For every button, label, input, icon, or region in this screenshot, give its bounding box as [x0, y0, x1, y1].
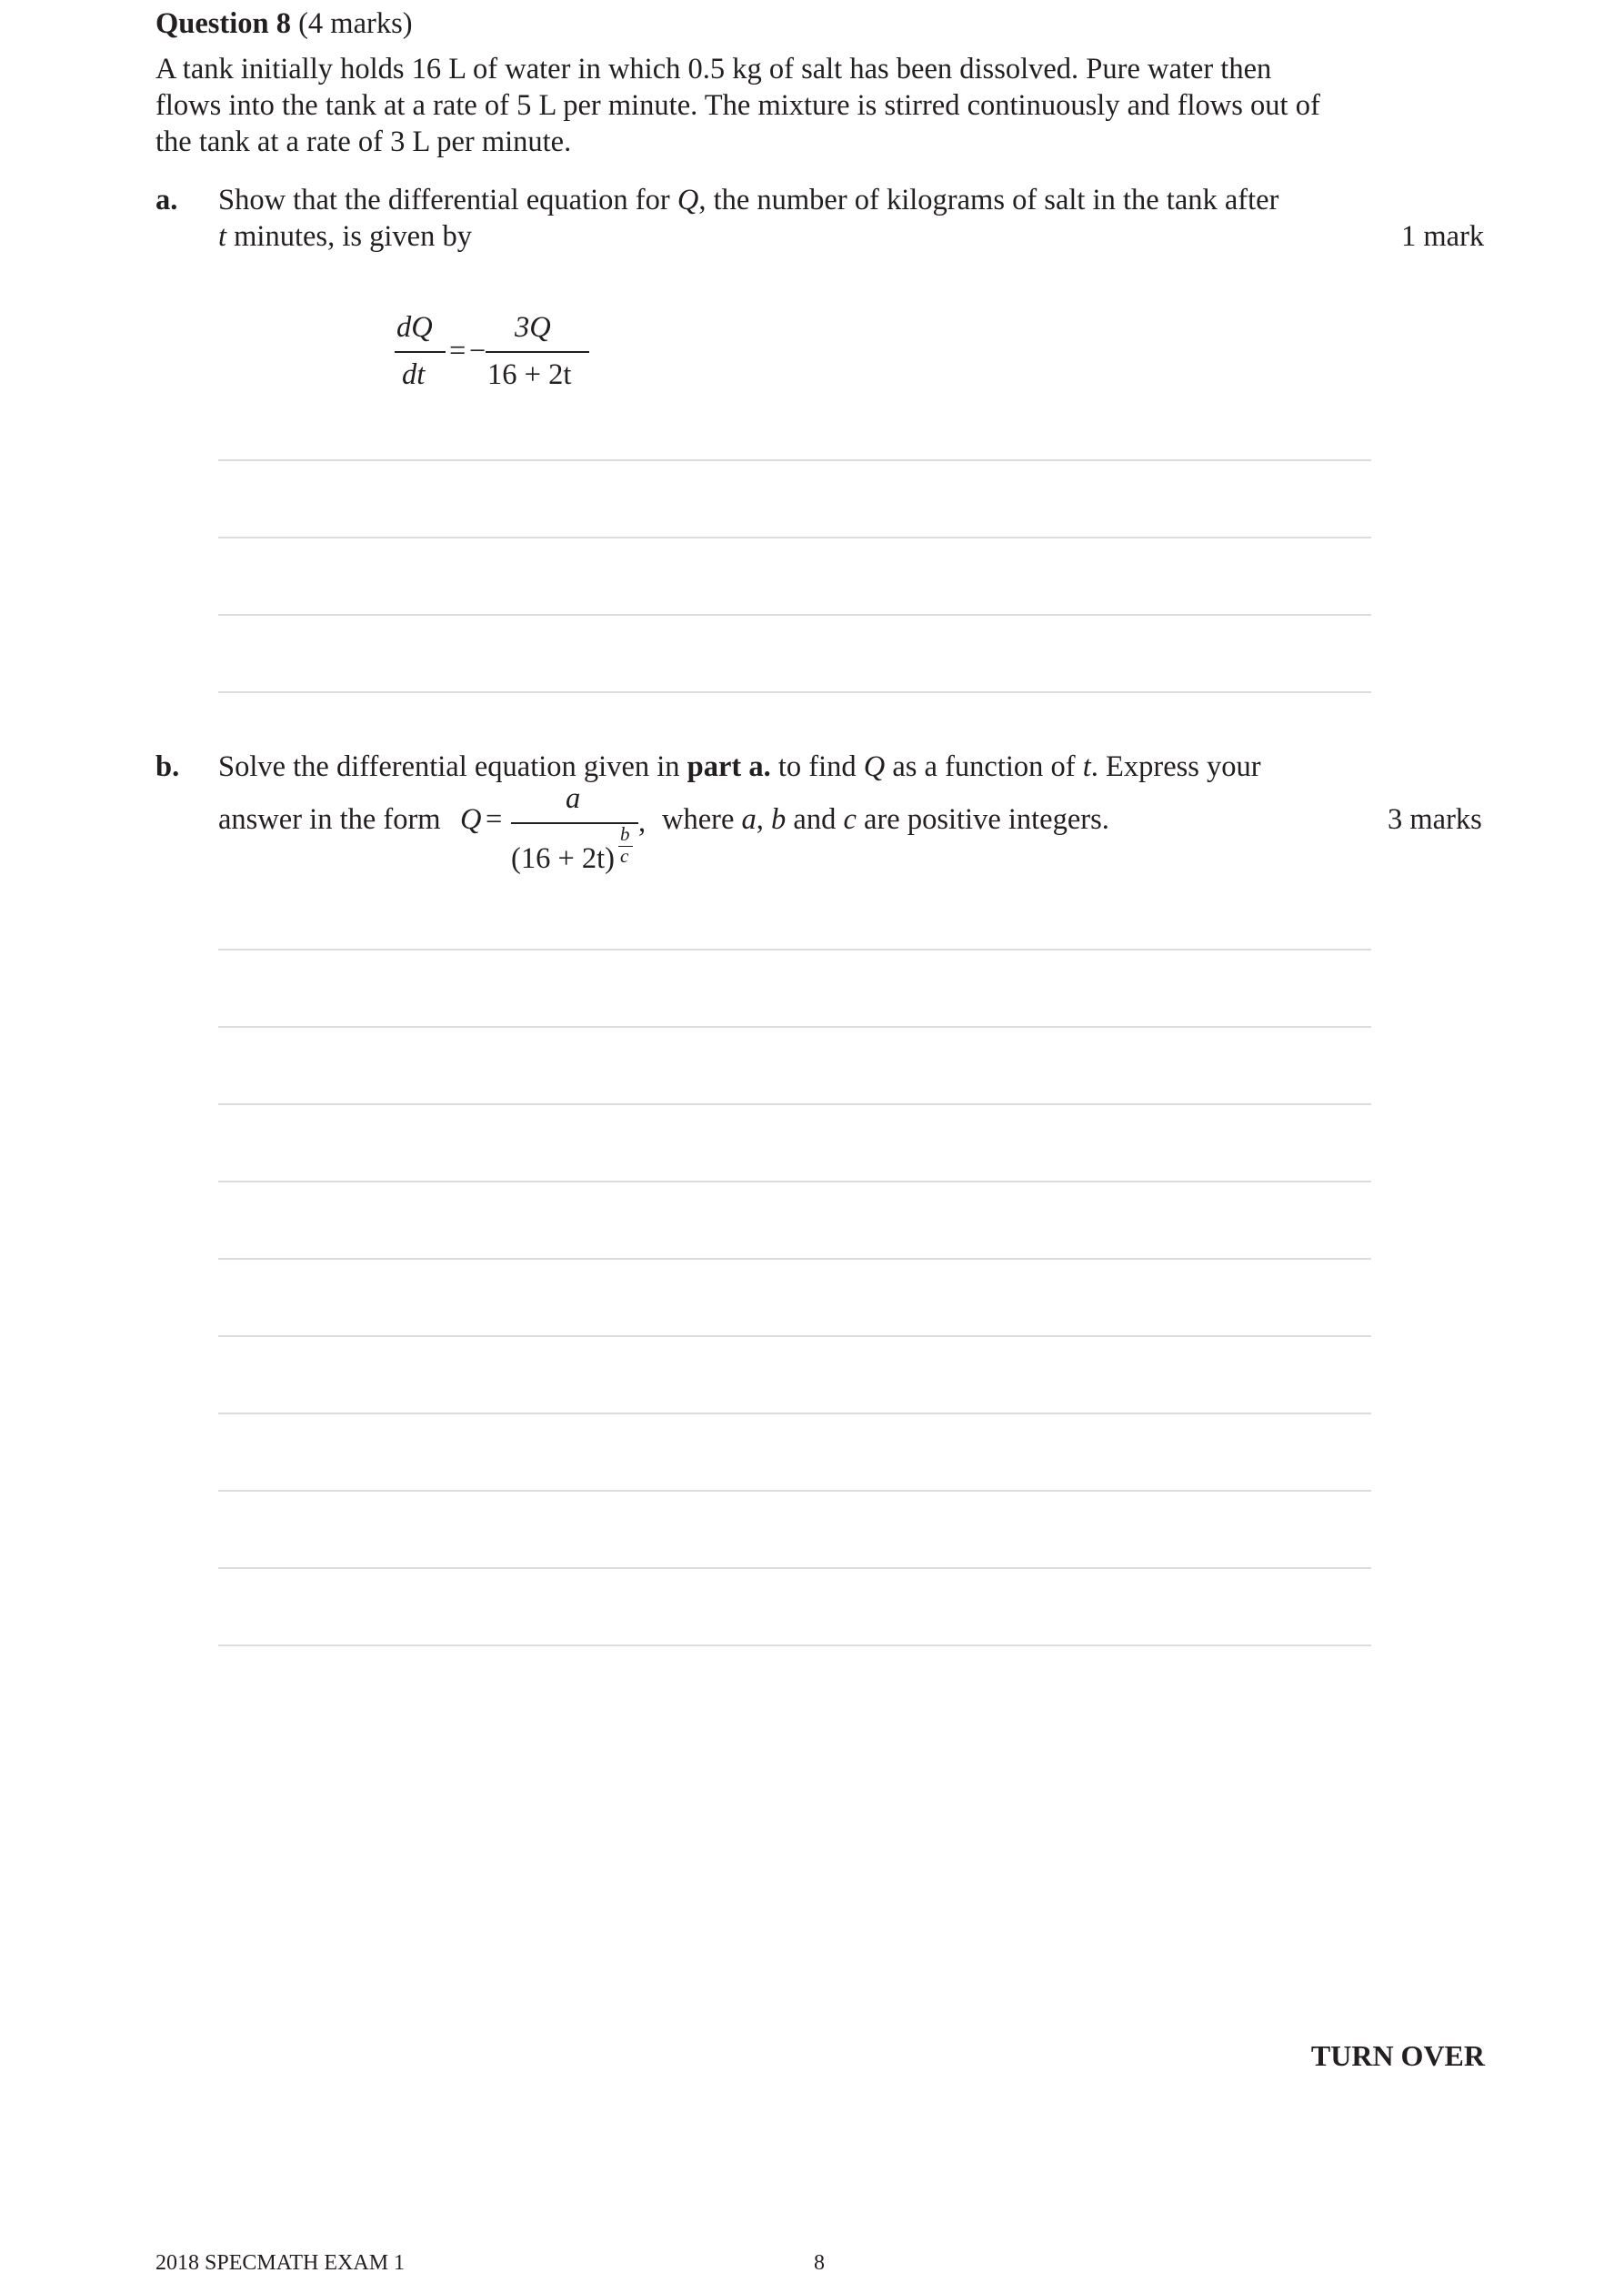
answer-line[interactable] [218, 1026, 1371, 1028]
part-b-text: to find [770, 750, 864, 783]
part-a-marks: 1 mark [1401, 220, 1485, 253]
var-b: b [771, 803, 787, 836]
answer-line[interactable] [218, 1103, 1371, 1105]
part-b-text: are positive integers. [856, 803, 1109, 836]
part-reference: part a. [687, 750, 771, 783]
question-stem-line-1: A tank initially holds 16 L of water in which 0.5 kg of salt has been dissolved. Pure water then [155, 53, 1272, 85]
answer-line[interactable] [218, 459, 1371, 461]
form-exponent-numerator: b [620, 823, 630, 845]
eq-lhs-denominator: dt [402, 358, 426, 391]
answer-line[interactable] [218, 691, 1371, 693]
question-title: Question 8 [155, 7, 291, 40]
question-stem-line-3: the tank at a rate of 3 L per minute. [155, 126, 572, 158]
var-t: t [218, 220, 227, 253]
part-a-label: a. [155, 184, 178, 216]
part-a-text: , the number of kilograms of salt in the tank after [698, 184, 1279, 216]
eq-rhs-denominator: 16 + 2t [487, 358, 572, 391]
part-b-label: b. [155, 750, 180, 783]
part-a-text: minutes, is given by [226, 220, 472, 253]
part-b-text: , [756, 803, 772, 836]
var-t: t [1082, 750, 1091, 783]
question-marks: (4 marks) [298, 7, 413, 40]
answer-line[interactable] [218, 1181, 1371, 1182]
eq-rhs-fraction-bar [486, 351, 589, 353]
answer-line[interactable] [218, 1644, 1371, 1646]
eq-lhs-numerator: dQ [396, 311, 433, 344]
form-equals: = [486, 803, 503, 836]
eq-lhs-fraction-bar [395, 351, 446, 353]
answer-line[interactable] [218, 537, 1371, 538]
part-a-line-1 [218, 182, 1278, 218]
answer-line[interactable] [218, 1335, 1371, 1337]
form-numerator: a [566, 782, 581, 815]
form-lhs: Q [460, 803, 482, 836]
answer-line[interactable] [218, 1567, 1371, 1569]
part-b-line-1 [218, 749, 1261, 785]
form-exponent-denominator: c [620, 845, 629, 867]
part-b-text: where [662, 803, 742, 836]
answer-line[interactable] [218, 1258, 1371, 1260]
form-comma: , [638, 806, 647, 839]
part-b-line-2-suffix [662, 801, 1109, 838]
var-c: c [843, 803, 857, 836]
form-fraction-bar [511, 822, 638, 824]
part-b-text: . Express your [1090, 750, 1261, 783]
part-a-text: Show that the differential equation for [218, 184, 677, 216]
part-a-line-2 [218, 218, 472, 255]
question-stem-line-2: flows into the tank at a rate of 5 L per minute. The mixture is stirred continuously and flows out of [155, 89, 1320, 122]
part-b-line-2-prefix: answer in the form [218, 803, 441, 836]
var-q: Q [863, 750, 886, 783]
answer-line[interactable] [218, 1490, 1371, 1492]
question-heading [155, 5, 413, 42]
answer-line[interactable] [218, 614, 1371, 616]
answer-line[interactable] [218, 1413, 1371, 1414]
part-b-text: and [786, 803, 844, 836]
var-a: a [741, 803, 757, 836]
page-number: 8 [814, 2251, 825, 2275]
part-b-marks: 3 marks [1388, 803, 1482, 836]
turn-over-label: TURN OVER [1310, 2039, 1485, 2072]
part-b-text: as a function of [885, 750, 1083, 783]
part-b-text: Solve the differential equation given in [218, 750, 687, 783]
form-denominator: (16 + 2t) [511, 842, 616, 875]
differential-equation [382, 309, 582, 400]
eq-rhs-numerator: 3Q [515, 311, 551, 344]
exam-footer: 2018 SPECMATH EXAM 1 [155, 2251, 406, 2275]
var-q: Q [677, 184, 699, 216]
answer-line[interactable] [218, 949, 1371, 950]
answer-form-expression [455, 784, 646, 884]
eq-equals: = [449, 335, 466, 367]
eq-minus: − [469, 335, 486, 367]
